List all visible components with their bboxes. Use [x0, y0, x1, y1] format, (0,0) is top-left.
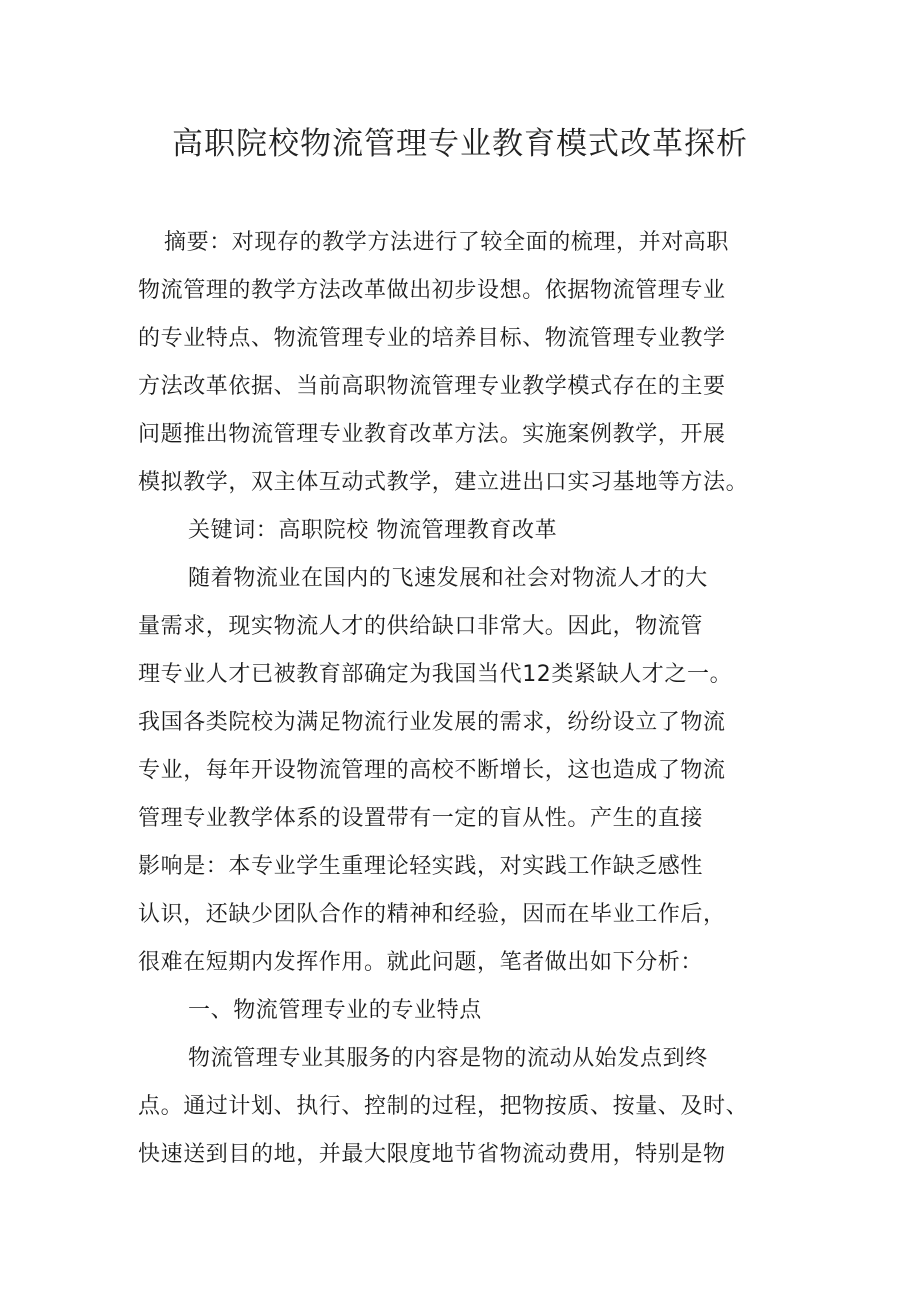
- keywords-line: 关键词：高职院校 物流管理教育改革: [188, 518, 558, 543]
- body-line-7: 影响是：本专业学生重理论轻实践，对实践工作缺乏感性: [138, 854, 704, 879]
- abstract-line-1: 摘要：对现存的教学方法进行了较全面的梳理，并对高职: [164, 230, 730, 255]
- body-line-9: 很难在短期内发挥作用。就此问题，笔者做出如下分析：: [138, 950, 704, 975]
- section-heading-1: 一、物流管理专业的专业特点: [188, 998, 482, 1023]
- abstract-line-4: 方法改革依据、当前高职物流管理专业教学模式存在的主要: [138, 374, 726, 399]
- abstract-line-3: 的专业特点、物流管理专业的培养目标、物流管理专业教学: [138, 326, 726, 351]
- document-title: 高职院校物流管理专业教育模式改革探析: [172, 126, 748, 162]
- body-line-8: 认识，还缺少团队合作的精神和经验，因而在毕业工作后，: [138, 902, 726, 927]
- body-line-5: 专业，每年开设物流管理的高校不断增长，这也造成了物流: [138, 758, 726, 783]
- abstract-line-2: 物流管理的教学方法改革做出初步设想。依据物流管理专业: [138, 278, 726, 303]
- abstract-line-5: 问题推出物流管理专业教育改革方法。实施案例教学，开展: [138, 422, 726, 447]
- body-line-1: 随着物流业在国内的飞速发展和社会对物流人才的大: [188, 566, 708, 591]
- body-line-2: 量需求，现实物流人才的供给缺口非常大。因此，物流管: [138, 614, 704, 639]
- section-line-2: 点。通过计划、执行、控制的过程，把物按质、按量、及时、: [138, 1094, 749, 1119]
- body-line-3: 理专业人才已被教育部确定为我国当代12类紧缺人才之一。: [138, 662, 733, 687]
- section-line-1: 物流管理专业其服务的内容是物的流动从始发点到终: [188, 1046, 708, 1071]
- body-line-6: 管理专业教学体系的设置带有一定的盲从性。产生的直接: [138, 806, 704, 831]
- abstract-line-6: 模拟教学，双主体互动式教学，建立进出口实习基地等方法。: [138, 470, 749, 495]
- body-line-4: 我国各类院校为满足物流行业发展的需求，纷纷设立了物流: [138, 710, 726, 735]
- section-line-3: 快速送到目的地，并最大限度地节省物流动费用，特别是物: [138, 1142, 726, 1167]
